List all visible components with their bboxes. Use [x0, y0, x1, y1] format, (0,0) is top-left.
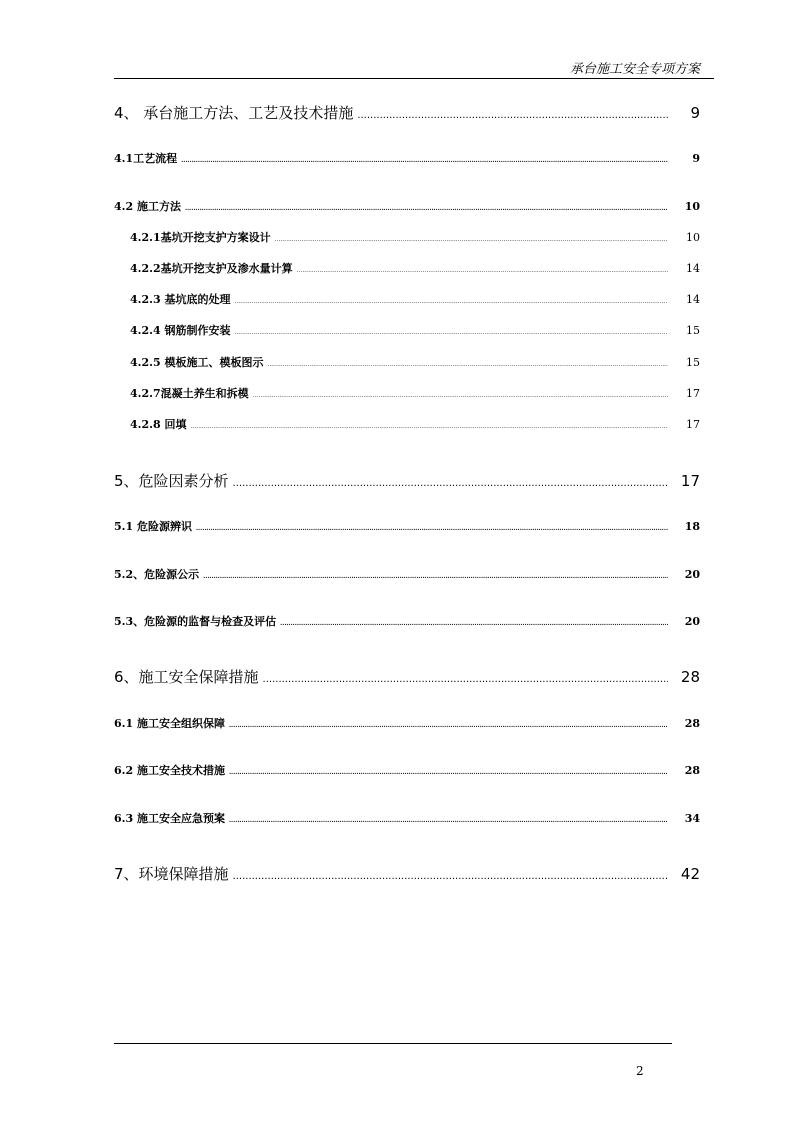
toc-entry-page: 42 — [680, 865, 700, 883]
toc-entry-label: 4.2 施工方法 — [114, 200, 181, 213]
toc-entry-page: 15 — [686, 356, 700, 369]
header-title: 承台施工安全专项方案 — [569, 62, 700, 77]
toc-entry-label: 4.2.5 模板施工、模板图示 — [130, 356, 264, 369]
toc-entry-page: 17 — [686, 387, 700, 400]
toc-entry-4-1[interactable] — [114, 150, 700, 166]
toc-entry-page: 17 — [686, 418, 700, 431]
toc-leader — [275, 236, 668, 243]
toc-leader — [267, 361, 668, 368]
toc-entry-label: 6.1 施工安全组织保障 — [114, 717, 225, 730]
toc-entry-page: 20 — [684, 615, 700, 628]
toc-leader — [233, 871, 668, 882]
toc-entry-5-3[interactable] — [114, 613, 700, 629]
toc-leader — [297, 267, 668, 274]
toc-entry-4-2-7[interactable] — [130, 385, 700, 401]
toc-entry-label: 6.3 施工安全应急预案 — [114, 812, 225, 825]
toc-entry-label: 4.1工艺流程 — [114, 152, 178, 165]
toc-entry-label: 4.2.3 基坑底的处理 — [130, 293, 231, 306]
toc-leader — [185, 205, 668, 212]
toc-entry-7[interactable] — [114, 863, 700, 884]
footer-rule — [114, 1043, 672, 1044]
toc-entry-page: 28 — [684, 764, 700, 777]
toc-leader — [190, 423, 668, 430]
toc-entry-page: 20 — [684, 568, 700, 581]
toc-entry-page: 15 — [686, 324, 700, 337]
toc-leader — [229, 817, 668, 824]
toc-leader — [181, 157, 668, 164]
toc-entry-label: 5、危险因素分析 — [114, 472, 229, 490]
toc-entry-page: 18 — [684, 520, 700, 533]
toc-entry-page: 34 — [684, 812, 700, 825]
toc-entry-4-2-8[interactable] — [130, 416, 700, 432]
toc-entry-page: 28 — [680, 668, 700, 686]
toc-entry-4-2-2[interactable] — [130, 260, 700, 276]
toc-entry-label: 5.2、危险源公示 — [114, 568, 200, 581]
toc-entry-label: 6、施工安全保障措施 — [114, 668, 259, 686]
toc-leader — [203, 573, 668, 580]
toc-leader — [196, 525, 668, 532]
toc-entry-5-2[interactable] — [114, 566, 700, 582]
toc-entry-4-2-3[interactable] — [130, 291, 700, 307]
toc-leader — [229, 769, 668, 776]
toc-entry-page: 10 — [684, 200, 700, 213]
toc-entry-5-1[interactable] — [114, 518, 700, 534]
toc-entry-label: 4.2.2基坑开挖支护及渗水量计算 — [130, 262, 293, 275]
toc-entry-label: 7、环境保障措施 — [114, 865, 229, 883]
toc-entry-4-2-4[interactable] — [130, 322, 700, 338]
toc-entry-label: 4.2.4 钢筋制作安装 — [130, 324, 231, 337]
toc-entry-page: 14 — [686, 262, 700, 275]
table-of-contents — [114, 0, 700, 900]
toc-leader — [253, 392, 668, 399]
toc-entry-4-2-1[interactable] — [130, 229, 700, 245]
toc-entry-label: 4.2.7混凝土养生和拆模 — [130, 387, 249, 400]
toc-leader — [229, 722, 668, 729]
page-number: 2 — [636, 1064, 644, 1078]
toc-leader — [234, 329, 668, 336]
toc-entry-page: 28 — [684, 717, 700, 730]
toc-entry-5[interactable] — [114, 470, 700, 491]
toc-leader — [233, 478, 668, 489]
toc-entry-label: 4.2.1基坑开挖支护方案设计 — [130, 231, 271, 244]
toc-entry-6-2[interactable] — [114, 762, 700, 778]
toc-entry-page: 17 — [680, 472, 700, 490]
toc-entry-4-2[interactable] — [114, 198, 700, 214]
toc-entry-page: 10 — [686, 231, 700, 244]
toc-entry-6-1[interactable] — [114, 715, 700, 731]
toc-entry-label: 4.2.8 回填 — [130, 418, 187, 431]
toc-entry-label: 6.2 施工安全技术措施 — [114, 764, 225, 777]
toc-entry-label: 5.3、危险源的监督与检查及评估 — [114, 615, 277, 628]
toc-entry-page: 14 — [686, 293, 700, 306]
toc-entry-4[interactable] — [114, 102, 700, 123]
toc-entry-4-2-5[interactable] — [130, 354, 700, 370]
toc-entry-6[interactable] — [114, 666, 700, 687]
toc-leader — [263, 674, 668, 685]
toc-entry-page: 9 — [690, 104, 700, 122]
toc-entry-page: 9 — [692, 152, 700, 165]
toc-entry-6-3[interactable] — [114, 810, 700, 826]
toc-leader — [357, 110, 668, 121]
toc-entry-label: 4、 承台施工方法、工艺及技术措施 — [114, 104, 354, 122]
toc-entry-label: 5.1 危险源辨识 — [114, 520, 192, 533]
toc-leader — [234, 298, 668, 305]
toc-leader — [280, 620, 668, 627]
